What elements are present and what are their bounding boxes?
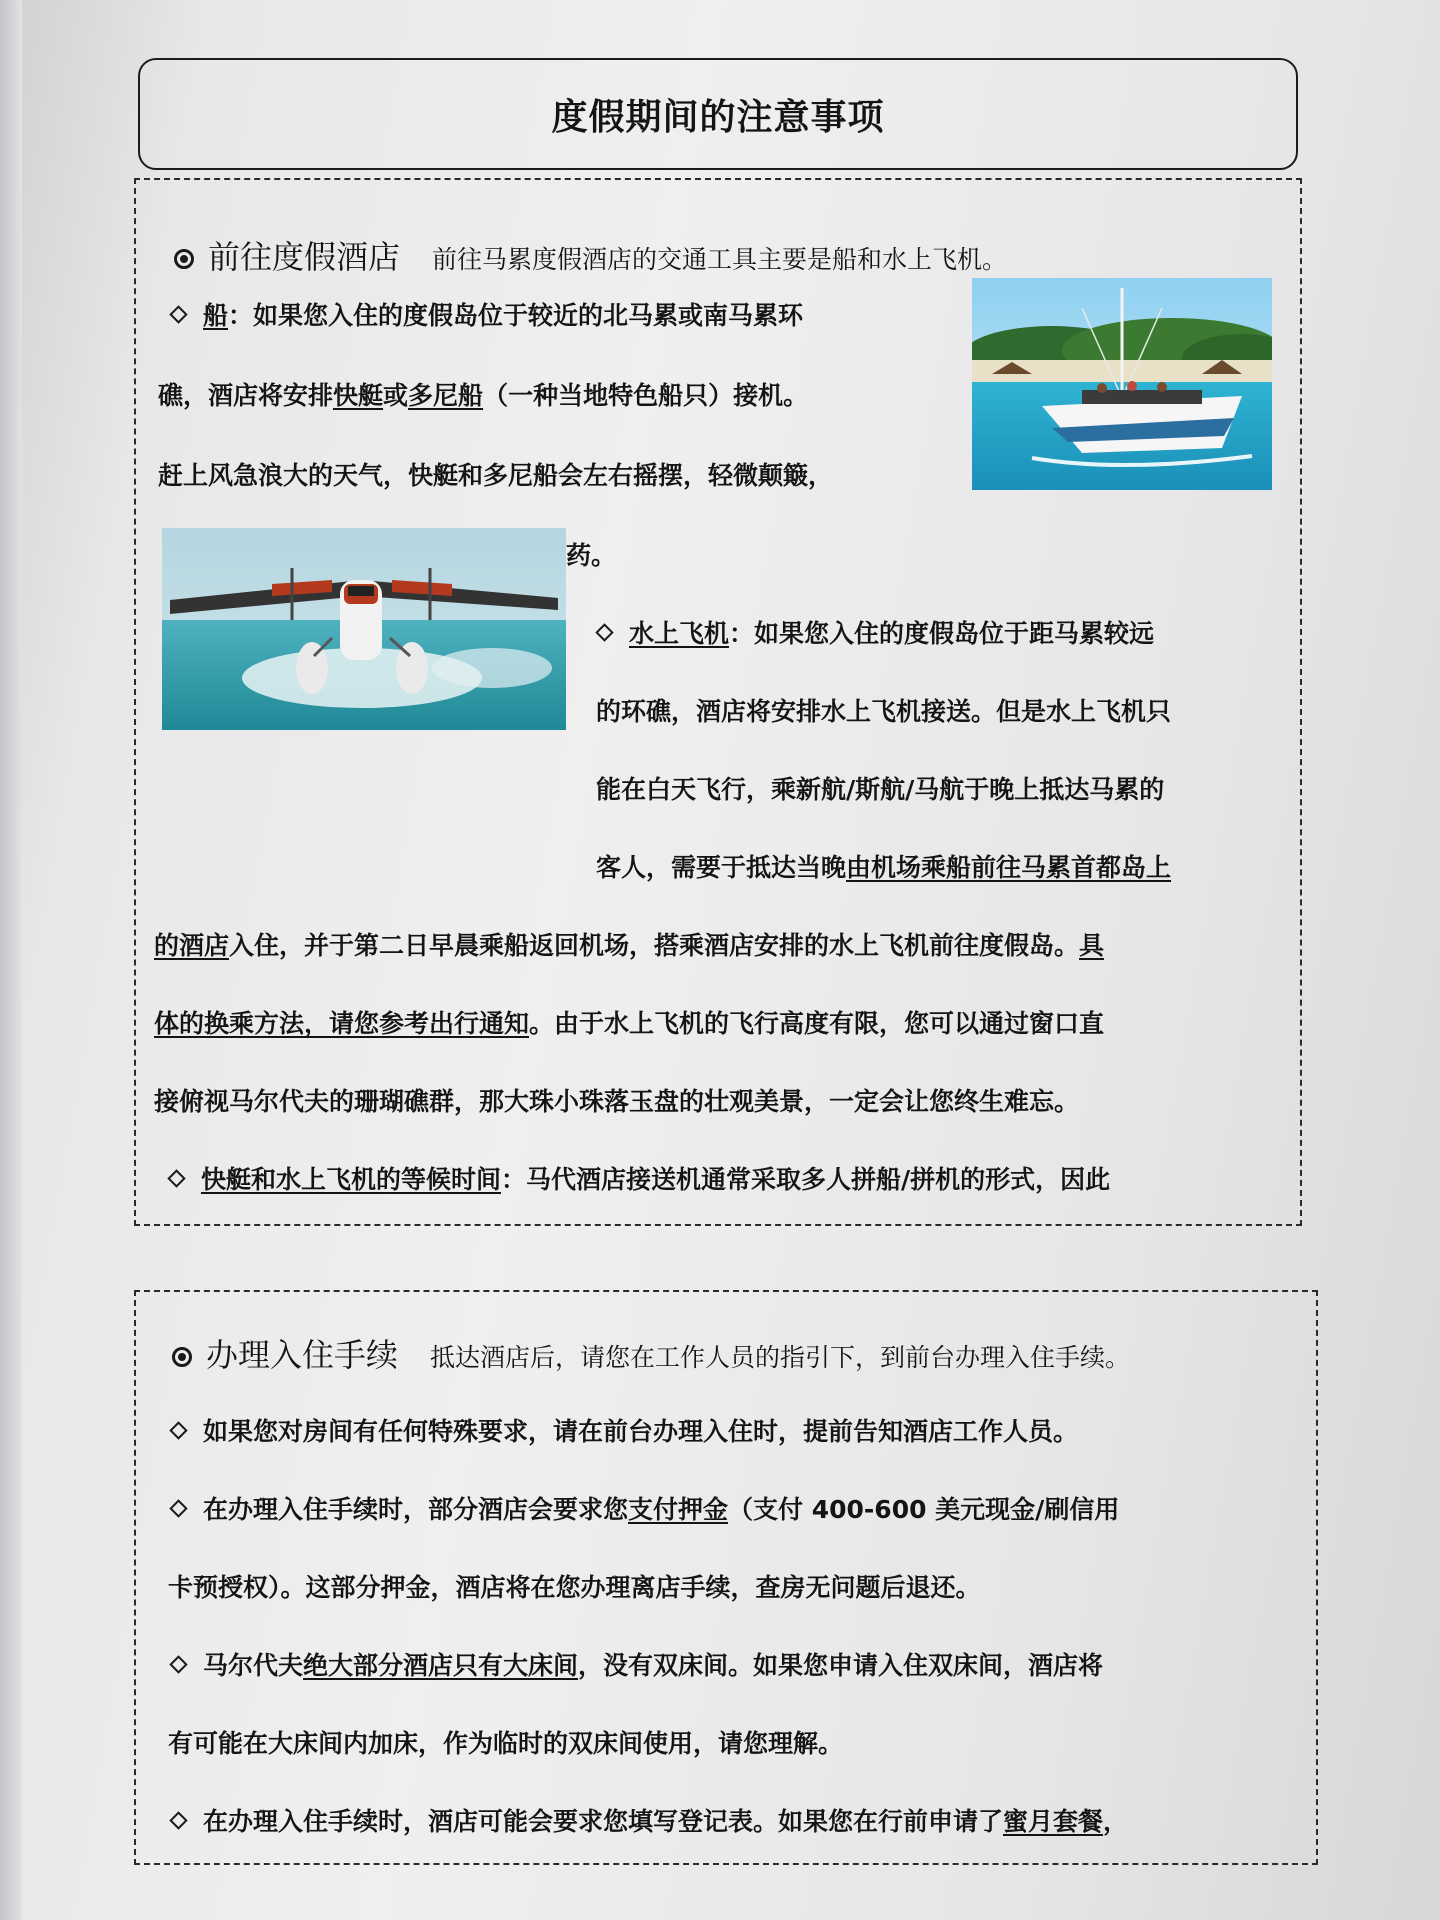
paper-edge (0, 0, 22, 1920)
checkin-bullet-3 (172, 1646, 1103, 1682)
boat-label: 船 (203, 301, 229, 330)
seaplane-text-1: ：如果您入住的度假岛位于距马累较远 (729, 619, 1155, 648)
section-transport-desc: 前往马累度假酒店的交通工具主要是船和水上飞机。 (432, 245, 1008, 274)
checkin-text-2a: 在办理入住手续时，部分酒店会要求您 (203, 1495, 629, 1524)
seaplane-label: 水上飞机 (629, 619, 730, 648)
diamond-bullet-icon (169, 1499, 187, 1517)
waiting-line (170, 1160, 1110, 1196)
checkin-bullet-3-line-2: 有可能在大床间内加床，作为临时的双床间使用，请您理解。 (168, 1729, 844, 1758)
checkin-bullet-1 (172, 1412, 1078, 1448)
waiting-text: ：马代酒店接送机通常采取多人拼船/拼机的形式，因此 (501, 1165, 1111, 1194)
checkin-text-2c: （支付 400-600 美元现金/刷信用 (728, 1495, 1120, 1524)
seaplane-line-6 (154, 1004, 1104, 1040)
checkin-text-3a: 马尔代夫 (203, 1651, 304, 1680)
seaplane-line-5 (154, 926, 1104, 962)
title-box (138, 58, 1298, 170)
waiting-label: 快艇和水上飞机的等候时间 (201, 1165, 502, 1194)
double-circle-icon (174, 249, 194, 269)
diamond-bullet-icon (169, 1655, 187, 1673)
double-circle-icon (172, 1347, 192, 1367)
boat-text-2e: （一种当地特色船只）接机。 (483, 381, 809, 410)
section-checkin-desc: 抵达酒店后，请您在工作人员的指引下，到前台办理入住手续。 (430, 1343, 1131, 1372)
boat-line-3: 赶上风急浪大的天气，快艇和多尼船会左右摇摆，轻微颠簸， (158, 461, 834, 490)
checkin-bullet-4 (172, 1802, 1128, 1838)
section-transport-title: 前往度假酒店 (208, 238, 401, 276)
seaplane-text-5b: 入住，并于第二日早晨乘船返回机场，搭乘酒店安排的水上飞机前往度假岛。 (229, 931, 1080, 960)
boat-line-2 (158, 376, 808, 412)
section-checkin-heading (172, 1330, 1130, 1376)
seaplane-line-4 (596, 848, 1171, 884)
boat-line-4: 药。 (566, 541, 617, 570)
checkin-bullet-2 (172, 1490, 1119, 1526)
section-checkin-title: 办理入住手续 (206, 1336, 399, 1374)
seaplane-photo (162, 528, 566, 730)
boat-text-1: ：如果您入住的度假岛位于较近的北马累或南马累环 (228, 301, 804, 330)
checkin-text-4c: ， (1103, 1807, 1129, 1836)
diamond-bullet-icon (595, 623, 613, 641)
diamond-bullet-icon (169, 1421, 187, 1439)
seaplane-text-6c: 。由于水上飞机的飞行高度有限，您可以通过窗口直 (529, 1009, 1105, 1038)
boat-photo (972, 278, 1272, 490)
boat-text-2c: 或 (383, 381, 409, 410)
boat-text-2a: 礁，酒店将安排 (158, 381, 334, 410)
honeymoon-package-term: 蜜月套餐 (1003, 1807, 1104, 1836)
seaplane-text-5c: 具 (1079, 931, 1105, 960)
seaplane-line-2: 的环礁，酒店将安排水上飞机接送。但是水上飞机只 (596, 697, 1172, 726)
seaplane-text-6a: 体的换乘方法，请您参考 (154, 1009, 430, 1038)
seaplane-text-4b: 由机场乘船前往马累首都岛上 (846, 853, 1172, 882)
checkin-text-3c: ，没有双床间。如果您申请入住双床间，酒店将 (578, 1651, 1104, 1680)
boat-line-1 (172, 296, 803, 332)
speedboat-term: 快艇 (333, 381, 384, 410)
dhoni-term: 多尼船 (408, 381, 484, 410)
diamond-bullet-icon (169, 1811, 187, 1829)
checkin-bullet-2-line-2: 卡预授权）。这部分押金，酒店将在您办理离店手续，查房无问题后退还。 (168, 1573, 981, 1602)
deposit-term: 支付押金 (628, 1495, 729, 1524)
travel-notice-link[interactable]: 出行通知 (429, 1009, 530, 1038)
page-title: 度假期间的注意事项 (551, 96, 885, 138)
seaplane-line-1 (598, 614, 1154, 650)
checkin-text-1: 如果您对房间有任何特殊要求，请在前台办理入住时，提前告知酒店工作人员。 (203, 1417, 1079, 1446)
kingbed-term: 绝大部分酒店只有大床间 (303, 1651, 579, 1680)
diamond-bullet-icon (167, 1169, 185, 1187)
seaplane-line-3: 能在白天飞行，乘新航/斯航/马航于晚上抵达马累的 (596, 775, 1165, 804)
seaplane-line-7: 接俯视马尔代夫的珊瑚礁群，那大珠小珠落玉盘的壮观美景，一定会让您终生难忘。 (154, 1087, 1080, 1116)
seaplane-text-4a: 客人，需要于抵达当晚 (596, 853, 847, 882)
checkin-text-4a: 在办理入住手续时，酒店可能会要求您填写登记表。如果您在行前申请了 (203, 1807, 1004, 1836)
seaplane-text-5a: 的酒店 (154, 931, 230, 960)
section-transport-heading (174, 232, 1007, 278)
diamond-bullet-icon (169, 305, 187, 323)
